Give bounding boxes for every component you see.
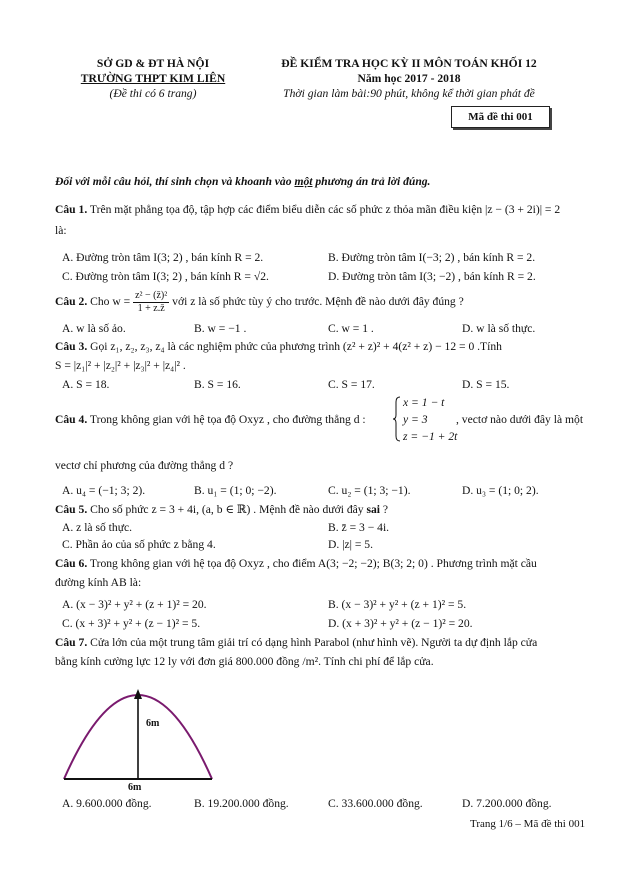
q4-option-b[interactable]: B. u₁ = (1; 0; −2). (194, 484, 277, 497)
parabola-door-figure (60, 675, 240, 795)
q5-option-c[interactable]: C. Phần ảo của số phức z bằng 4. (62, 538, 216, 551)
q7-option-b[interactable]: B. 19.200.000 đồng. (194, 797, 289, 810)
q1-option-a[interactable]: A. Đường tròn tâm I(3; 2) , bán kính R = 2. (62, 251, 264, 264)
q6-option-d[interactable]: D. (x + 3)² + y² + (z − 1)² = 20. (328, 617, 473, 630)
question-4-tail: , vectơ nào dưới đây là một (456, 413, 584, 426)
q7-option-d[interactable]: D. 7.200.000 đồng. (462, 797, 552, 810)
question-1: Câu 1. Trên mặt phẳng tọa độ, tập hợp các điểm biểu diễn các số phức z thỏa mãn điều kiện |z − (3 + 2i)| = 2 (55, 203, 561, 216)
system-line-1: x = 1 − t (403, 396, 445, 409)
system-line-2: y = 3 (403, 413, 428, 426)
q3-option-b[interactable]: B. S = 16. (194, 378, 241, 391)
q6-option-b[interactable]: B. (x − 3)² + y² + (z + 1)² = 5. (328, 598, 467, 611)
exam-time: Thời gian làm bài:90 phút, không kể thời gian phát đề (283, 87, 535, 100)
question-1-cont: là: (55, 224, 67, 237)
height-label: 6m (146, 718, 160, 729)
question-4: Câu 4. Trong không gian với hệ tọa độ Oxyz , cho đường thẳng d : (55, 413, 366, 426)
q2-option-b[interactable]: B. w = −1 . (194, 322, 247, 335)
instruction: Đối với mỗi câu hỏi, thí sinh chọn và khoanh vào một phương án trả lời đúng. (55, 175, 431, 188)
question-7: Câu 7. Cửa lớn của một trung tâm giải trí có dạng hình Parabol (như hình vẽ). Người ta dự định lắp cửa (55, 636, 538, 649)
q6-option-c[interactable]: C. (x + 3)² + y² + (z − 1)² = 5. (62, 617, 201, 630)
q5-option-a[interactable]: A. z là số thực. (62, 521, 133, 534)
question-7-cont: bằng kính cường lực 12 ly với đơn giá 800.000 đồng /m². Tính chi phí để lắp cửa. (55, 655, 434, 668)
system-line-3: z = −1 + 2t (403, 430, 458, 443)
question-2: Câu 2. Cho w = $\frac{\text{z² − (z̄)²}}{1 + z.z̄}$ với z là số phức tùy ý cho trước. Mệnh đề nào dưới đây đúng ? (55, 290, 464, 314)
q2-option-a[interactable]: A. w là số ảo. (62, 322, 126, 335)
page-count: (Đề thi có 6 trang) (109, 87, 197, 100)
q3-option-a[interactable]: A. S = 18. (62, 378, 110, 391)
question-6-cont: đường kính AB là: (55, 576, 142, 589)
q7-option-c[interactable]: C. 33.600.000 đồng. (328, 797, 423, 810)
q4-option-d[interactable]: D. u₃ = (1; 0; 2). (462, 484, 539, 497)
width-label: 6m (128, 782, 142, 793)
q4-option-a[interactable]: A. u₄ = (−1; 3; 2). (62, 484, 146, 497)
dept-name: SỞ GD & ĐT HÀ NỘI (96, 57, 210, 70)
page-footer: Trang 1/6 – Mã đề thi 001 (470, 818, 586, 830)
school-name: TRƯỜNG THPT KIM LIÊN (80, 72, 226, 85)
q6-option-a[interactable]: A. (x − 3)² + y² + (z + 1)² = 20. (62, 598, 207, 611)
question-6: Câu 6. Trong không gian với hệ tọa độ Oxyz , cho điểm A(3; −2; −2); B(3; 2; 0) . Phương trình mặt cầu (55, 557, 537, 570)
question-4-cont: vectơ chỉ phương của đường thẳng d ? (55, 459, 234, 472)
height-arrowhead (134, 689, 142, 699)
q2-fraction: $\frac{\text{z² − (z̄)²}}{1 + z.z̄}$ (135, 290, 168, 314)
q3-option-d[interactable]: D. S = 15. (462, 378, 510, 391)
exam-title: ĐỀ KIỂM TRA HỌC KỲ II MÔN TOÁN KHỐI 12 (281, 57, 537, 70)
q2-option-c[interactable]: C. w = 1 . (328, 322, 374, 335)
system-brace (393, 396, 401, 442)
q5-option-d[interactable]: D. |z| = 5. (328, 538, 373, 551)
q1-option-d[interactable]: D. Đường tròn tâm I(3; −2) , bán kính R = 2. (328, 270, 536, 283)
q1-option-c[interactable]: C. Đường tròn tâm I(3; 2) , bán kính R = √2. (62, 270, 269, 283)
q3-option-c[interactable]: C. S = 17. (328, 378, 375, 391)
q7-option-a[interactable]: A. 9.600.000 đồng. (62, 797, 152, 810)
school-year: Năm học 2017 - 2018 (357, 72, 461, 85)
q1-option-b[interactable]: B. Đường tròn tâm I(−3; 2) , bán kính R = 2. (328, 251, 536, 264)
q4-option-c[interactable]: C. u₂ = (1; 3; −1). (328, 484, 411, 497)
question-3-cont: S = |z₁|² + |z₂|² + |z₃|² + |z₄|² . (55, 359, 186, 372)
q2-option-d[interactable]: D. w là số thực. (462, 322, 536, 335)
exam-code-box: Mã đề thi 001 (451, 106, 550, 128)
question-3: Câu 3. Gọi z₁, z₂, z₃, z₄ là các nghiệm phức của phương trình (z² + z)² + 4(z² + z) − 12 = 0 .Tính (55, 340, 502, 353)
q5-option-b[interactable]: B. z̄ = 3 − 4i. (328, 521, 390, 534)
question-5: Câu 5. Cho số phức z = 3 + 4i, (a, b ∈ ℝ) . Mệnh đề nào dưới đây sai ? (55, 503, 389, 516)
